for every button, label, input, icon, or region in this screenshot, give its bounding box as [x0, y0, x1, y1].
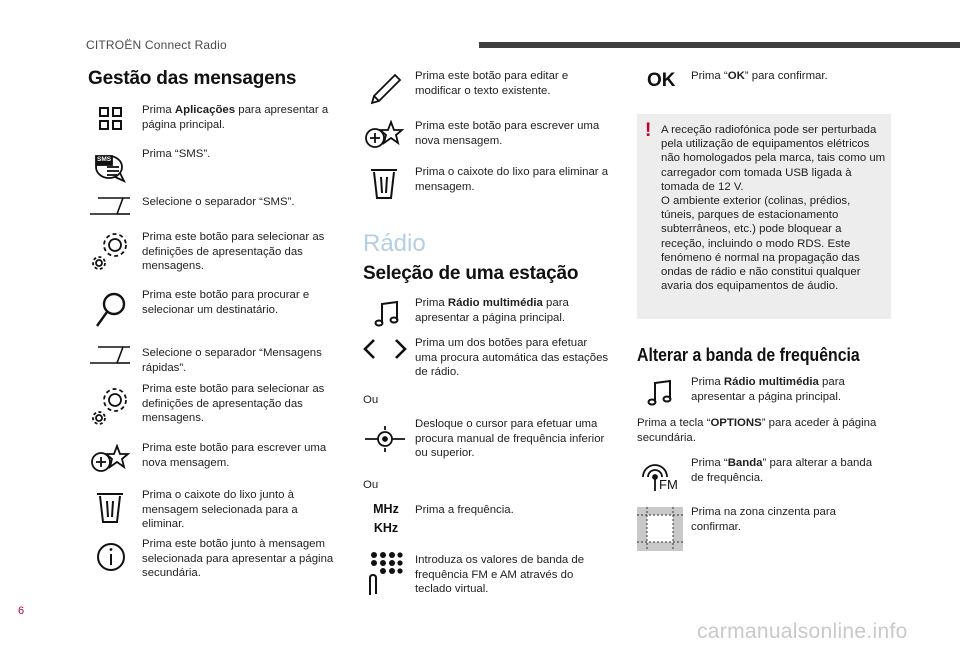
slider-cursor-icon [364, 425, 406, 453]
chevrons-icon [362, 338, 408, 360]
watermark: carmanualsonline.info [697, 620, 908, 643]
section-title-radio: Rádio [363, 230, 426, 257]
running-header: CITROËN Connect Radio [86, 38, 227, 52]
tab-icon [89, 345, 131, 365]
apps-grid-icon [98, 106, 124, 132]
subtitle-station-selection: Seleção de uma estação [363, 263, 579, 284]
header-bar [479, 42, 960, 48]
settings-gears-icon [89, 385, 131, 427]
add-favorite-icon [364, 120, 404, 150]
section-title-messages: Gestão das mensagens [88, 68, 297, 89]
instruction-settings-2: Prima este botão para selecionar as definições de apresentação das mensagens. [142, 383, 325, 424]
sms-icon-label: SMS [97, 156, 112, 163]
warning-mark: ! [645, 120, 652, 141]
trash-icon [96, 492, 124, 524]
instruction-radio-main: Prima Rádio multimédia para apresentar a página principal. [415, 297, 569, 324]
instruction-keypad: Introduza os valores de banda de frequência FM e AM através do teclado virtual. [415, 554, 585, 595]
instruction-edit: Prima este botão para editar e modificar o texto existente. [415, 70, 569, 97]
instruction-manual-search: Desloque o cursor para efetuar uma procura manual de frequência inferior ou superior. [415, 418, 605, 459]
info-icon [95, 541, 127, 573]
instruction-new-message-2: Prima este botão para escrever uma nova mensagem. [415, 120, 600, 147]
ok-text-icon: OK [647, 70, 676, 91]
trash-icon [370, 168, 398, 200]
keypad-icon [364, 550, 404, 596]
page-number: 6 [18, 605, 25, 617]
instruction-settings: Prima este botão para selecionar as definições de apresentação das mensagens. [142, 231, 325, 272]
radio-reception-warning-box [637, 114, 891, 319]
warning-text: A receção radiofónica pode ser perturbada pela utilização de equipamentos elétricos não homologados pela marca, tais como um carregador com tomada USB ligada à tomada de 12 V. O ambiente exterior (colinas, prédios, túneis, parques de estacionamento subterrâneos, etc.) pode bloquear a receção, incluindo o modo RDS. Este fenómeno é normal na propagação das ondas de rádio e não constitui qualquer avaria dos equipamentos de áudio. [661, 124, 886, 293]
instruction-new-message: Prima este botão para escrever uma nova mensagem. [142, 442, 327, 469]
mhz-label: MHz [373, 502, 399, 516]
pencil-icon [369, 72, 403, 106]
or-label: Ou [363, 394, 379, 406]
instruction-search: Prima este botão para procurar e selecionar um destinatário. [142, 289, 310, 316]
instruction-band: Prima “Banda” para alterar a banda de frequência. [691, 457, 873, 484]
instruction-band-radio-main: Prima Rádio multimédia para apresentar a página principal. [691, 376, 845, 403]
instruction-delete-selected: Prima o caixote do lixo junto à mensagem selecionada para a eliminar. [142, 489, 298, 530]
sms-bubble-icon [91, 151, 129, 183]
instruction-apps: Prima Aplicações para apresentar a página principal. [142, 104, 329, 131]
subtitle-change-band: Alterar a banda de frequência [637, 345, 860, 365]
settings-gears-icon [89, 230, 131, 272]
frequency-text-icon [366, 500, 406, 538]
tab-icon [89, 196, 131, 216]
instruction-sms: Prima “SMS”. [142, 148, 211, 160]
instruction-grey-zone: Prima na zona cinzenta para confirmar. [691, 506, 836, 533]
search-icon [94, 291, 128, 329]
music-note-icon [374, 300, 400, 328]
options-paragraph: Prima a tecla “OPTIONS” para aceder à página secundária. [637, 417, 877, 444]
instruction-secondary-page: Prima este botão junto à mensagem selecionada para apresentar a página secundária. [142, 538, 334, 579]
music-note-icon [647, 379, 673, 407]
or-label: Ou [363, 479, 379, 491]
fm-signal-icon [639, 457, 683, 493]
instruction-auto-search: Prima um dos botões para efetuar uma procura automática das estações de rádio. [415, 337, 609, 378]
instruction-quick-messages-tab: Selecione o separador “Mensagens rápidas”. [142, 347, 322, 374]
grey-zone-icon [637, 507, 683, 551]
instruction-ok: Prima “OK” para confirmar. [691, 70, 828, 82]
add-favorite-icon [90, 444, 130, 474]
khz-label: KHz [373, 521, 399, 535]
fm-label: FM [659, 477, 678, 492]
instruction-delete: Prima o caixote do lixo para eliminar a mensagem. [415, 166, 609, 193]
instruction-frequency: Prima a frequência. [415, 504, 514, 516]
instruction-sms-tab: Selecione o separador “SMS”. [142, 196, 295, 208]
